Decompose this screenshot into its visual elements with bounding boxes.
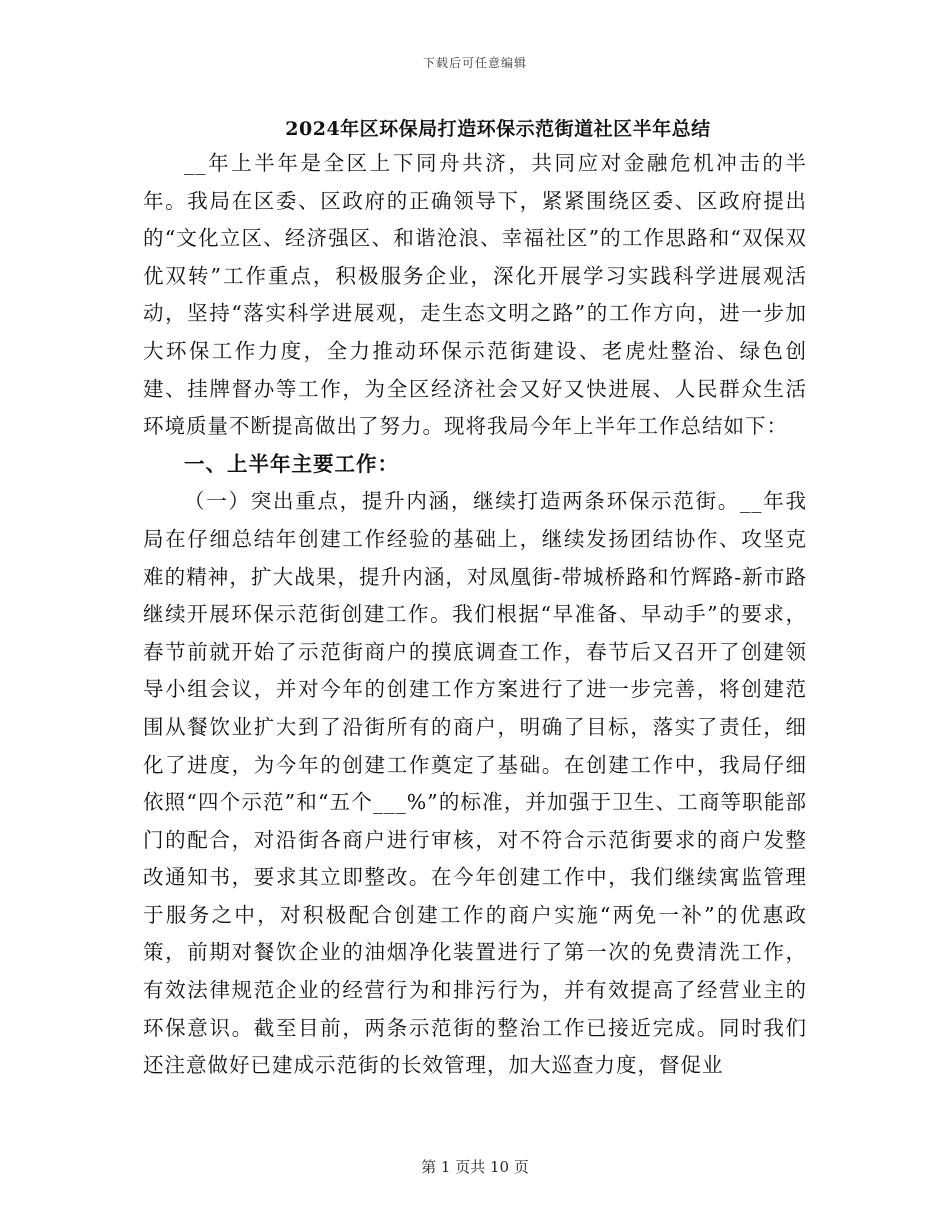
section-heading: 一、上半年主要工作： <box>184 451 399 476</box>
page-header-note: 下载后可任意编辑 <box>422 56 527 70</box>
page-footer: 第 1 页共 10 页 <box>421 1158 529 1176</box>
body-paragraph: （一）突出重点，提升内涵，继续打造两条环保示范街。__年我局在仔细总结年创建工作经验的基础上，继续发扬团结协作、攻坚克难的精神，扩大战果，提升内涵，对凤凰街-带城桥路和竹辉路-新市路继续开展环保示范街创建工作。我们根据“早准备、早动手”的要求，春节前就开始了示范街商户的摸底调查工作，春节后又召开了创建领导小组会议，并对今年的创建工作方案进行了进一步完善，将创建范围从餐饮业扩大到了沿街所有的商户，明确了目标，落实了责任，细化了进度，为今年的创建工作奠定了基础。在创建工作中，我局仔细依照“四个示范”和“五个___%”的标准，并加强于卫生、工商等职能部门的配合，对沿街各商户进行审核，对不符合示范街要求的商户发整改通知书，要求其立即整改。在今年创建工作中，我们继续寓监管理于服务之中，对积极配合创建工作的商户实施“两免一补”的优惠政策，前期对餐饮企业的油烟净化装置进行了第一次的免费清洗工作，有效法律规范企业的经营行为和排污行为，并有效提高了经营业主的环保意识。截至目前，两条示范街的整治工作已接近完成。同时我们还注意做好已建成示范街的长效管理，加大巡查力度，督促业 <box>143 489 807 1078</box>
intro-paragraph: __年上半年是全区上下同舟共济，共同应对金融危机冲击的半年。我局在区委、区政府的正确领导下，紧紧围绕区委、区政府提出的“文化立区、经济强区、和谐沧浪、幸福社区”的工作思路和“双保双优双转”工作重点，积极服务企业，深化开展学习实践科学进展观活动，坚持“落实科学进展观，走生态文明之路”的工作方向，进一步加大环保工作力度，全力推动环保示范街建设、老虎灶整治、绿色创建、挂牌督办等工作，为全区经济社会又好又快进展、人民群众生活环境质量不断提高做出了努力。现将我局今年上半年工作总结如下： <box>143 151 807 439</box>
document-body <box>143 145 807 1085</box>
document-title: 2024年区环保局打造环保示范街道社区半年总结 <box>285 118 711 140</box>
